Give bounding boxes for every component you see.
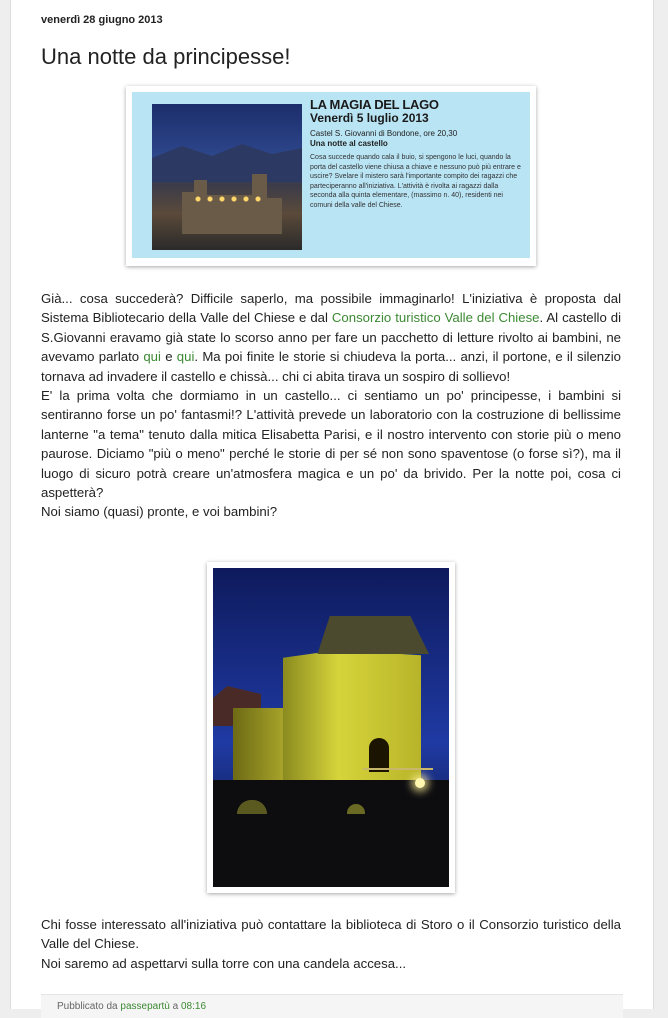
p1-text-b: . Al castello di S.Giovanni eravamo già state lo scorso anno per fare un pacchetto di letture rivolto ai bambini, ne avevamo parlato: [41, 310, 621, 365]
tower-roof-shape: [305, 616, 429, 654]
mountain-shape: [152, 142, 302, 182]
post-body-bottom: [41, 915, 621, 973]
castle-night-photo: [152, 104, 302, 250]
clipping-heading: LA MAGIA DEL LAGO: [310, 97, 439, 112]
link-qui-2[interactable]: qui: [176, 349, 195, 365]
paragraph-2: E' la prima volta che dormiamo in un castello... ci sentiamo un po' principesse, i bambini si sentiranno forse un po' fantasmi!? L'attività prevede un laboratorio con la costruzione di bellissime lanterne "a tema" tenuto dalla mitica Elisabetta Parisi, e il nostro intervento con storie più o meno paurose. Diciamo "più o meno" perché le storie di per sé non sono spaventose (o forse sì?), ma il luogo di sicuro potrà creare un'atmosfera magica e un po' da brivido. Per la notte poi, cosa ci aspetterà?: [41, 388, 621, 501]
clipping-date: Venerdì 5 luglio 2013: [310, 111, 429, 125]
newspaper-clipping-image[interactable]: [126, 86, 536, 266]
timestamp-link[interactable]: 08:16: [181, 1001, 207, 1012]
clipping-subtitle: Una notte al castello: [310, 139, 388, 148]
p1-text-d: . Ma poi finite le storie si chiudeva la porta... anzi, il portone, e il silenzio tornava ad invadere il castello e chissà... chi ci abita tirava un sospiro di sollievo!: [41, 349, 621, 384]
tower-door-shape: [369, 738, 389, 772]
post-body-top: [41, 289, 621, 522]
link-consorzio[interactable]: Consorzio turistico Valle del Chiese: [331, 310, 540, 326]
author-link[interactable]: passepartù: [120, 1001, 170, 1012]
castle-tower-photo: [213, 568, 449, 887]
bridge-shape: [213, 780, 449, 887]
paragraph-5: Noi saremo ad aspettarvi sulla torre con una candela accesa...: [41, 955, 407, 971]
p1-text-c: e: [160, 349, 177, 365]
paragraph-1: [41, 289, 621, 386]
tower-shape: [283, 650, 421, 780]
paragraph-4: Chi fosse interessato all'iniziativa può contattare la biblioteca di Storo o il Consorzio turistico della Valle del Chiese.: [41, 917, 621, 952]
post-container: [10, 0, 654, 1012]
clipping-place: Castel S. Giovanni di Bondone, ore 20,30: [310, 129, 458, 138]
clipping-panel: [132, 92, 530, 258]
footer-prefix: Pubblicato da: [57, 1001, 121, 1012]
paragraph-3: Noi siamo (quasi) pronte, e voi bambini?: [41, 504, 278, 520]
castle-lights: [192, 196, 262, 202]
clipping-text: [310, 98, 522, 211]
post-footer: [41, 994, 623, 1018]
p1-text-a: Già... cosa succederà? Difficile saperlo, ma possibile immaginarlo! L'iniziativa è proposta dal Sistema Bibliotecario della Valle del Chiese e dal: [41, 291, 621, 326]
lamp-light: [415, 778, 425, 788]
castle-shape: [182, 174, 282, 234]
link-qui-1[interactable]: qui: [143, 349, 161, 365]
post-date: venerdì 28 giugno 2013: [41, 14, 163, 26]
castle-tower-image[interactable]: [207, 562, 455, 893]
post-title[interactable]: Una notte da principesse!: [41, 44, 291, 69]
clipping-body: Cosa succede quando cala il buio, si spengono le luci, quando la porta del castello viene chiusa a chiave e nessuno può più entrare e uscire? Svelare il mistero sarà l'importante compito dei ragazzi che parteciperanno all'iniziativa. L'attività è rivolta ai ragazzi dalla seconda alla quinta elementare, (massimo n. 40), residenti nei comuni della valle del Chiese.: [310, 154, 521, 209]
footer-mid: a: [169, 1001, 181, 1012]
